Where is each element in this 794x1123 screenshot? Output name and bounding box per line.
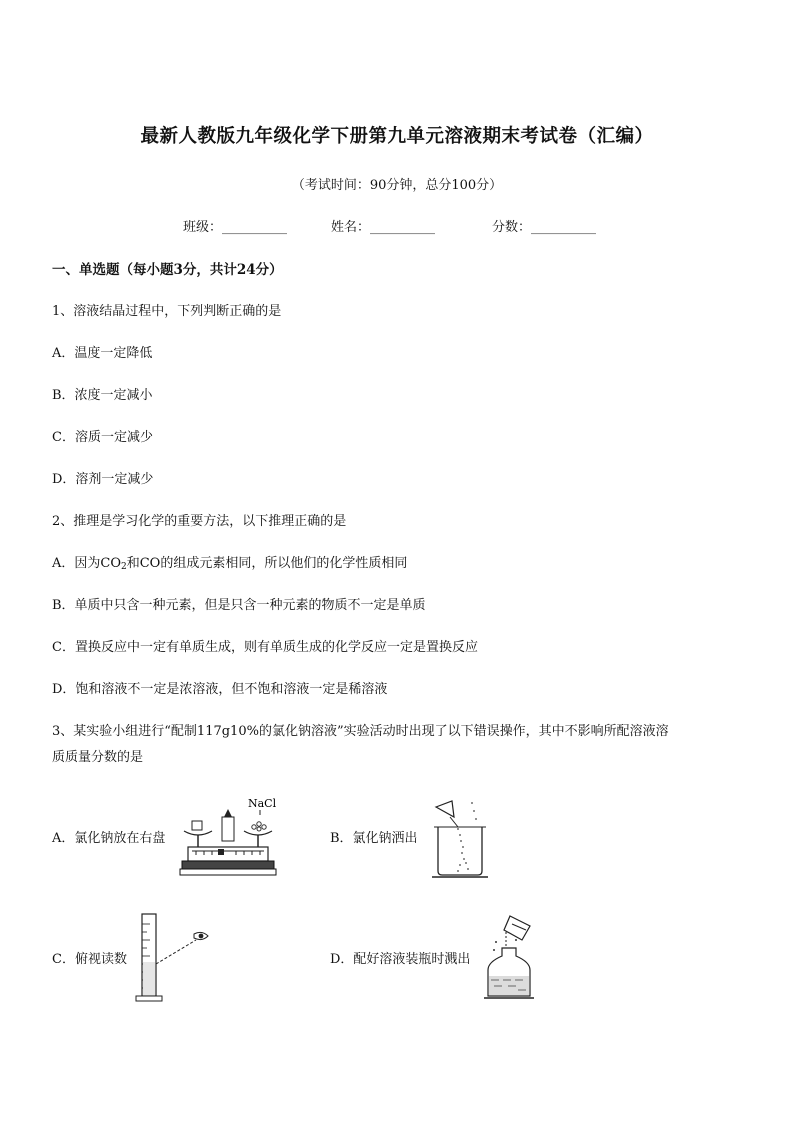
page-title: 最新人教版九年级化学下册第九单元溶液期末考试卷（汇编） bbox=[140, 126, 654, 147]
q2-option-b: B．单质中只含一种元素，但是只含一种元素的物质不一定是单质 bbox=[52, 598, 426, 613]
q2-option-a bbox=[52, 552, 407, 572]
q1-option-b: B．浓度一定减小 bbox=[52, 388, 153, 403]
q2-stem: 2、推理是学习化学的重要方法，以下推理正确的是 bbox=[52, 514, 347, 529]
section-title: 一、单选题（每小题3分，共计24分） bbox=[52, 262, 283, 278]
cylinder-reading-figure bbox=[136, 912, 216, 1004]
q2-option-a-post: 和CO的组成元素相同，所以他们的化学性质相同 bbox=[126, 556, 408, 571]
bottle-splash-figure bbox=[482, 912, 544, 1002]
q2-option-c: C．置换反应中一定有单质生成，则有单质生成的化学反应一定是置换反应 bbox=[52, 640, 478, 655]
name-blank: __________ bbox=[370, 220, 436, 235]
q3-stem-line2: 质质量分数的是 bbox=[52, 750, 144, 765]
beaker-spill-figure bbox=[428, 797, 492, 879]
q3-stem-line1: 3、某实验小组进行“配制117g10%的氯化钠溶液”实验活动时出现了以下错误操作，其中不影响所配溶液溶 bbox=[52, 724, 669, 739]
name-field bbox=[331, 216, 435, 235]
q1-option-a: A．温度一定降低 bbox=[52, 346, 153, 361]
score-field bbox=[492, 216, 596, 235]
exam-subtitle: （考试时间：90分钟，总分100分） bbox=[291, 178, 503, 193]
q3-option-a: A．氯化钠放在右盘 bbox=[52, 831, 166, 846]
q3-option-d: D．配好溶液装瓶时溅出 bbox=[330, 952, 471, 967]
nacl-label: NaCl bbox=[248, 797, 277, 810]
q2-option-a-pre: A．因为CO bbox=[52, 556, 121, 571]
class-label: 班级： bbox=[183, 220, 223, 235]
name-label: 姓名： bbox=[331, 220, 371, 235]
class-blank: __________ bbox=[222, 220, 288, 235]
q2-option-a-sub: 2 bbox=[121, 562, 127, 572]
score-label: 分数： bbox=[492, 220, 532, 235]
q1-option-d: D．溶剂一定减少 bbox=[52, 472, 154, 487]
score-blank: __________ bbox=[531, 220, 597, 235]
q1-option-c: C．溶质一定减少 bbox=[52, 430, 153, 445]
balance-scale-figure bbox=[178, 793, 280, 879]
class-field bbox=[183, 216, 287, 235]
q3-option-b: B．氯化钠洒出 bbox=[330, 831, 418, 846]
q2-option-d: D．饱和溶液不一定是浓溶液，但不饱和溶液一定是稀溶液 bbox=[52, 682, 388, 697]
q1-stem: 1、溶液结晶过程中，下列判断正确的是 bbox=[52, 304, 282, 319]
q3-option-c: C．俯视读数 bbox=[52, 952, 127, 967]
